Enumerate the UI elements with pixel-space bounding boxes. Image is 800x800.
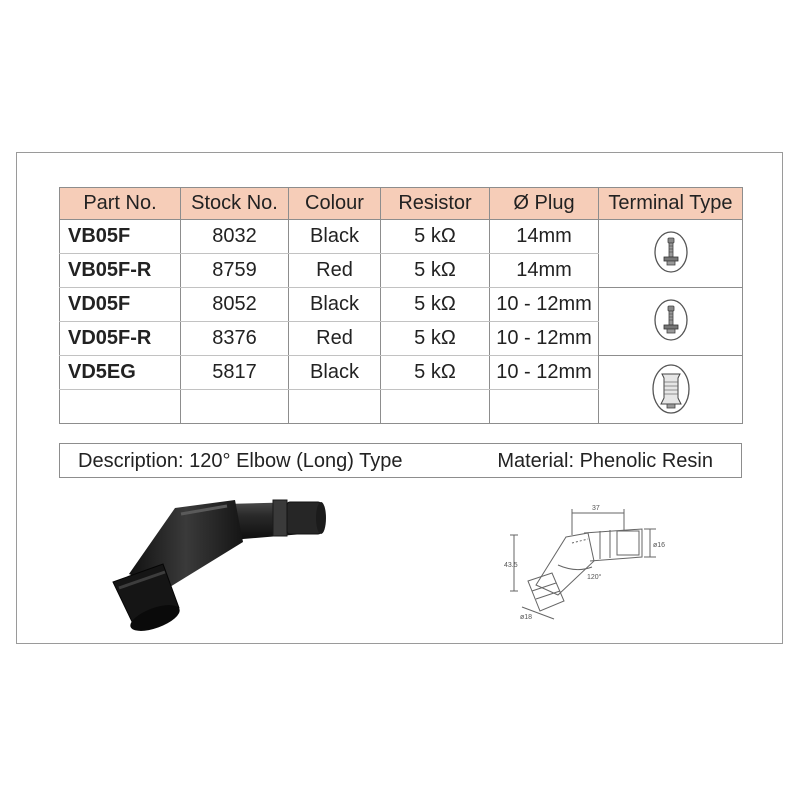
resistor-cell: 5 kΩ xyxy=(381,288,490,322)
stock-no-cell: 8032 xyxy=(181,220,289,254)
part-no-cell: VB05F xyxy=(60,220,181,254)
table-header-row xyxy=(60,188,743,220)
stock-no-cell: 8052 xyxy=(181,288,289,322)
stock-no-cell: 8759 xyxy=(181,254,289,288)
table-row xyxy=(60,288,743,322)
header-resistor: Resistor xyxy=(381,188,490,220)
header-colour: Colour xyxy=(289,188,381,220)
colour-cell: Red xyxy=(289,254,381,288)
table-row xyxy=(60,220,743,254)
header-terminal-type: Terminal Type xyxy=(599,188,743,220)
screw-terminal-icon xyxy=(652,297,690,343)
empty-cell xyxy=(289,390,381,424)
resistor-cell: 5 kΩ xyxy=(381,220,490,254)
part-no-cell: VB05F-R xyxy=(60,254,181,288)
header-plug: Ø Plug xyxy=(490,188,599,220)
material-text: Material: Phenolic Resin xyxy=(497,450,713,472)
dim-left-label: 43.5 xyxy=(504,562,518,569)
terminal-type-cell xyxy=(599,356,743,424)
empty-cell xyxy=(381,390,490,424)
part-no-cell: VD05F xyxy=(60,288,181,322)
dim-angle-label: 120° xyxy=(587,574,602,581)
description-box xyxy=(59,443,742,478)
plug-cell: 10 - 12mm xyxy=(490,288,599,322)
screw-terminal-icon xyxy=(652,229,690,275)
colour-cell: Black xyxy=(289,356,381,390)
plug-cell: 10 - 12mm xyxy=(490,322,599,356)
header-stock-no: Stock No. xyxy=(181,188,289,220)
plug-cell: 10 - 12mm xyxy=(490,356,599,390)
stock-no-cell: 5817 xyxy=(181,356,289,390)
part-no-cell: VD5EG xyxy=(60,356,181,390)
resistor-cell: 5 kΩ xyxy=(381,356,490,390)
empty-cell xyxy=(181,390,289,424)
dim-bottom-label: ø18 xyxy=(520,614,533,621)
terminal-type-cell xyxy=(599,220,743,288)
colour-cell: Red xyxy=(289,322,381,356)
clip-terminal-icon xyxy=(650,362,692,416)
spark-plug-cap-photo xyxy=(105,490,345,635)
colour-cell: Black xyxy=(289,288,381,322)
empty-cell xyxy=(60,390,181,424)
dim-top-label: 37 xyxy=(592,505,600,512)
description-text: Description: 120° Elbow (Long) Type xyxy=(78,450,403,472)
spec-table xyxy=(59,187,743,424)
table-row xyxy=(60,356,743,390)
technical-drawing xyxy=(492,495,682,625)
empty-cell xyxy=(490,390,599,424)
resistor-cell: 5 kΩ xyxy=(381,254,490,288)
terminal-type-cell xyxy=(599,288,743,356)
dim-right-label: ø16 xyxy=(653,542,666,549)
header-part-no: Part No. xyxy=(60,188,181,220)
stock-no-cell: 8376 xyxy=(181,322,289,356)
colour-cell: Black xyxy=(289,220,381,254)
plug-cell: 14mm xyxy=(490,254,599,288)
resistor-cell: 5 kΩ xyxy=(381,322,490,356)
part-no-cell: VD05F-R xyxy=(60,322,181,356)
plug-cell: 14mm xyxy=(490,220,599,254)
